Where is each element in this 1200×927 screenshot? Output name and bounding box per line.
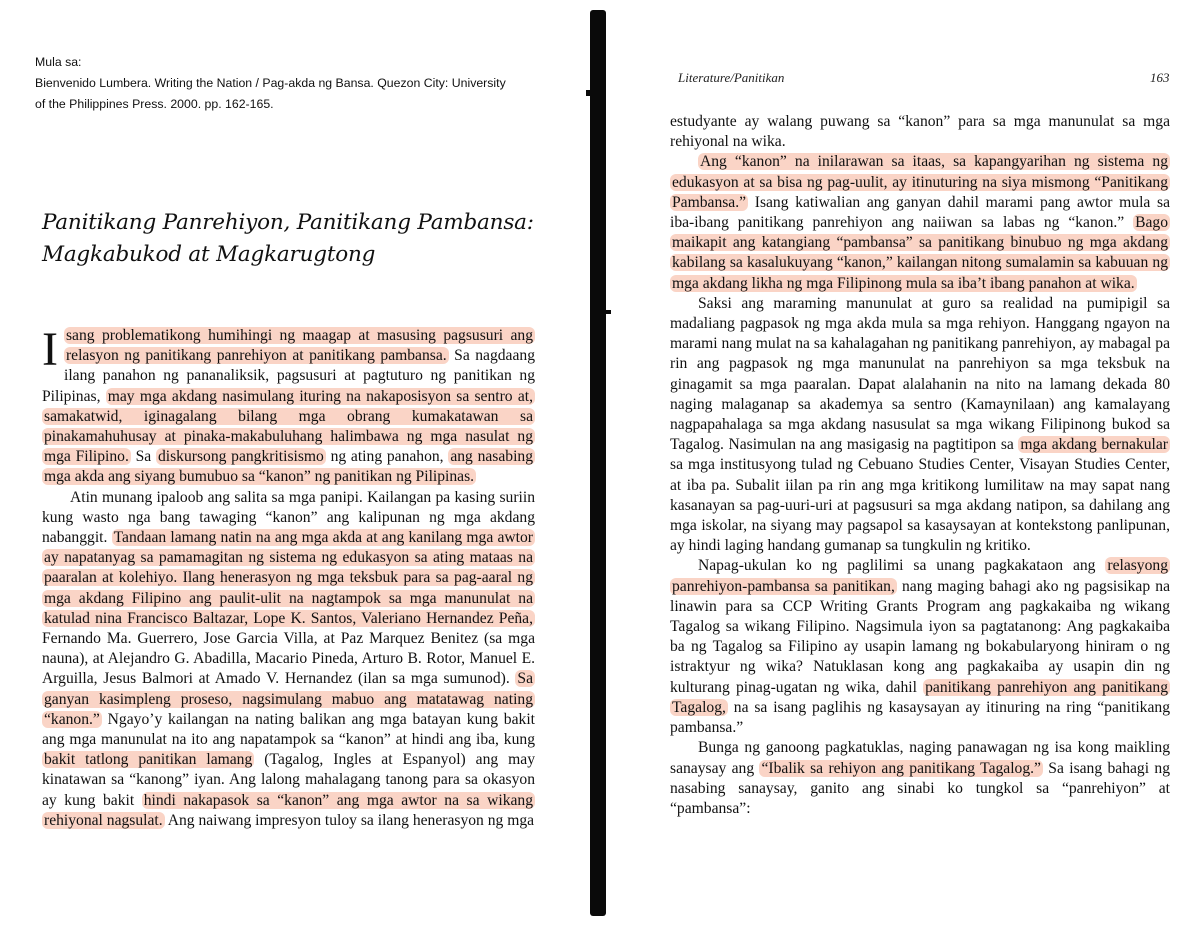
paragraph (42, 488, 535, 831)
highlight: may mga akdang nasimulang ituring na nakaposisyon sa sentro at, samakatwid, iginagalang bilang mga obrang kumakatawan sa pinakamahuhusay at pinaka-makabuluhang halimbawa ng mga nasulat ng mga Filipino. (44, 387, 533, 466)
highlight: Bago maikapit ang katangiang “pambansa” sa panitikang binubuo ng mga akdang kabilang sa kasalukuyang “kanon,” kailangan nitong sumalamin sa kabuuan ng mga akdang likha ng mga Filipinong mula sa iba’t ibang panahon at wika. (672, 214, 1168, 292)
text-run: estudyante ay walang puwang sa “kanon” para sa mga manunulat sa mga rehiyonal na wika. (670, 113, 1170, 151)
highlight: “Ibalik sa rehiyon ang panitikang Tagalog.” (761, 759, 1041, 777)
essay-title (42, 207, 562, 271)
highlight: mga akdang bernakular (1020, 436, 1168, 454)
text-run: Atin munang ipaloob ang salita sa mga panipi. Kailangan pa kasing suriin kung wasto nga bang tawaging “kanon” ang kalipunan ng mga akdang nabanggit. (42, 488, 535, 547)
text-run: (Tagalog, Ingles at Espanyol) ang may kinatawan sa “kanong” iyan. Ang lalong mahalagang tanong para sa okasyon ay kung bakit (42, 751, 535, 809)
right-body-text (670, 112, 1170, 819)
text-run: Ngayo’y kailangan na nating balikan ang mga batayan kung bakit ang mga manunulat na ito ang napatampok sa “kanon” at hindi ang iba, kung (42, 710, 535, 749)
drop-cap: I (42, 323, 58, 376)
source-line: Bienvenido Lumbera. Writing the Nation / Pag-akda ng Bansa. Quezon City: University (35, 76, 506, 90)
text-run: ng ating panahon, (325, 448, 449, 466)
highlight: sang problematikong humihingi ng maagap at masusing pagsusuri ang relasyon ng panitikang panrehiyon at panitikang pambansa. (65, 327, 533, 365)
left-body-text (42, 323, 535, 831)
highlight: ang nasabing mga akda ang siyang bumubuo sa “kanon” ng panitikan ng Pilipinas. (44, 448, 534, 486)
highlight: panitikang panrehiyon ang panitikang Tagalog, (672, 678, 1168, 716)
text-run: Bunga ng ganoong pagkatuklas, naging panawagan ng isa kong maikling sanaysay ang (670, 739, 1170, 777)
highlight: hindi nakapasok sa “kanon” ang mga awtor na sa wikang rehiyonal nagsulat. (44, 791, 534, 829)
source-citation (35, 52, 565, 115)
text-run: Sa isang bahagi ng nasabing sanaysay, ganito ang sinabi ko tungkol sa “panrehiyon” at “pambansa”: (670, 759, 1170, 817)
page-number: 163 (1150, 70, 1170, 85)
highlight: Ang “kanon” na inilarawan sa itaas, sa kapangyarihan ng sistema ng edukasyon at sa bisa ng pag-uulit, ay itinuturing na siya mismong “Panitikang Pambansa.” (672, 153, 1168, 211)
title-line: Magkabukod at Magkarugtong (42, 242, 376, 267)
text-run: Ang naiwang impresyon tuloy sa ilang henerasyon ng mga (164, 811, 535, 829)
text-run: Napag-ukulan ko ng paglilimi sa unang pagkakataon ang (698, 557, 1106, 575)
paragraph (42, 323, 535, 488)
highlight: bakit tatlong panitikan lamang (44, 751, 253, 769)
book-spine-shadow (590, 10, 606, 916)
text-run: Sa (130, 448, 156, 466)
text-run: na sa isang paglihis ng kasaysayan ay itinuring na ring “panitikang pambansa.” (670, 698, 1170, 737)
paragraph (670, 112, 1170, 152)
paragraph (670, 294, 1170, 557)
text-run: Fernando Ma. Guerrero, Jose Garcia Villa, at Paz Marquez Benitez (sa mga nauna), at Alejandro G. Abadilla, Macario Pineda, Arturo B. Rotor, Manuel E. Arguilla, Jesus Balmori at Amado V. Hernandez (ilan sa mga sumunod). (42, 630, 535, 688)
paragraph (670, 556, 1170, 738)
source-line: Mula sa: (35, 55, 82, 69)
text-run: sa mga institusyong tulad ng Cebuano Studies Center, Visayan Studies Center, at iba pa. Subalit iilan pa rin ang mga kritikong lumilitaw na may sapat nang kasanayan sa pag-uuri-uri at pagsusuri sa mga akdang natipon, sa dahilang ang mga iskolar, na siyang may pagsapol sa kasaysayan at kontekstong panlipunan, ay hindi laging handang gumanap sa tungkulin ng kritiko. (670, 456, 1170, 555)
paragraph (670, 152, 1170, 293)
source-line: of the Philippines Press. 2000. pp. 162-165. (35, 97, 274, 111)
highlight: relasyong panrehiyon-pambansa sa panitikan, (672, 557, 1168, 595)
title-line: Panitikang Panrehiyon, Panitikang Pambansa: (42, 210, 534, 235)
running-head: Literature/Panitikan (678, 70, 785, 85)
text-run: Saksi ang maraming manunulat at guro sa realidad na pumipigil sa madaliang pagpasok ng mga akda mula sa mga rehiyon. Hanggang ngayon na marami nang mulat na sa kahalagahan ng panitikang panrehiyon, ay mabagal pa rin ang pagpasok ng mga manunulat na panrehiyon sa mga teksbuk na ginagamit sa mga paaralan. Dapat alalahanin na nito na lamang dekada 80 naging malaganap sa akademya sa sentro (Kamaynilaan) ang kamalayang nagpapahalaga sa mga akdang nasusulat sa mga wikang Filipinong bukod sa Tagalog. Nasimulan na ang masigasig na pagtitipon sa (670, 294, 1170, 454)
text-run: nang maging bahagi ako ng pagsisikap na linawin para sa CCP Writing Grants Program ang pagkakaiba ng wikang Tagalog sa wikang Filipino. Nagsimula iyon sa pagtatanong: Ang pagkakaiba ba ng Tagalog sa Filipino ay usapin lamang ng bokabularyong hiniram o ng istraktyur ng wika? Natuklasan kong ang pagkakaiba ay usapin din ng kulturang pinag-ugatan ng wika, dahil (670, 577, 1170, 696)
left-page (0, 0, 590, 927)
paragraph (670, 738, 1170, 819)
highlight: diskursong pangkritisismo (157, 448, 324, 466)
highlight: Tandaan lamang natin na ang mga akda at ang kanilang mga awtor ay napatanyag sa pamamagitan ng sistema ng edukasyon sa ating mataas na paaralan at kolehiyo. Ilang henerasyon ng mga teksbuk para sa pag-aaral ng mga akdang Filipino ang paulit-ulit na nagtampok sa mga manunulat na katulad nina Francisco Baltazar, Lope K. Santos, Valeriano Hernandez Peña, (44, 529, 533, 627)
highlight: Sa ganyan kasimpleng proseso, nagsimulang mabuo ang matatawag nating “kanon.” (44, 670, 533, 728)
text-run: Isang katiwalian ang ganyan dahil marami pang awtor mula sa iba-ibang panitikang panrehiyon ang naiiwan sa labas ng “kanon.” (670, 193, 1170, 232)
text-run: Sa nagdaang ilang panahon ng pananaliksik, pagsusuri at pagtuturo ng panitikan ng Pilipinas, (42, 347, 535, 405)
